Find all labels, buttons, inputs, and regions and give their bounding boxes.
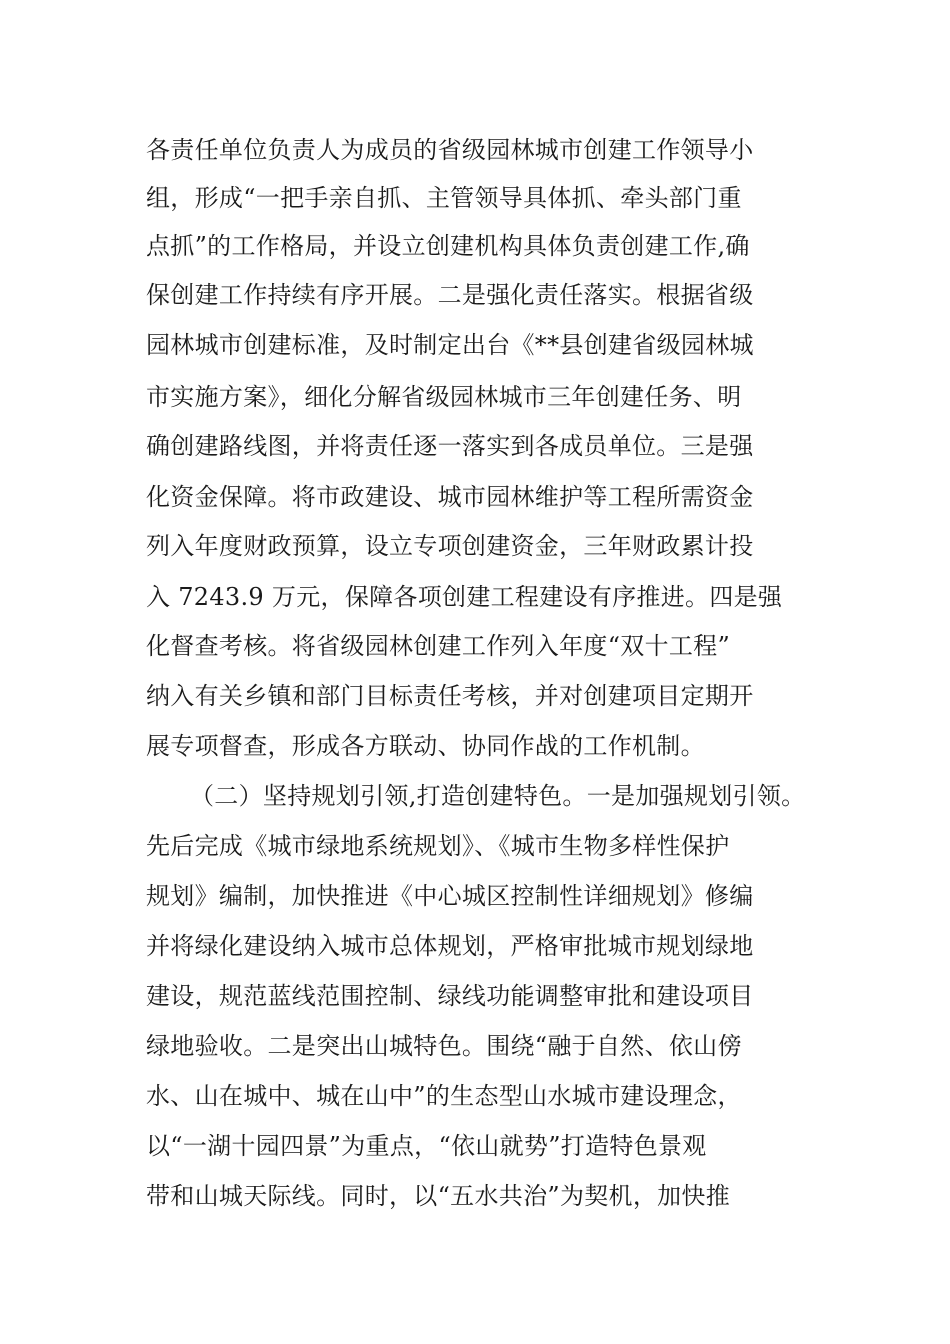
text-line: 保创建工作持续有序开展。二是强化责任落实。根据省级 bbox=[146, 281, 754, 309]
text-line: 绿地验收。二是突出山城特色。围绕“融于自然、依山傍 bbox=[146, 1032, 742, 1060]
text-line: 先后完成《城市绿地系统规划》、《城市生物多样性保护 bbox=[146, 832, 730, 860]
section-heading-line: （二）坚持规划引领,打造创建特色。一是加强规划引领。 bbox=[190, 782, 806, 810]
text-line: 建设，规范蓝线范围控制、绿线功能调整审批和建设项目 bbox=[146, 982, 754, 1010]
text-line: 带和山城天际线。同时，以“五水共治”为契机，加快推 bbox=[146, 1182, 731, 1210]
text-line: 园林城市创建标准，及时制定出台《**县创建省级园林城 bbox=[146, 331, 754, 359]
text-line: 以“一湖十园四景”为重点，“依山就势”打造特色景观 bbox=[146, 1132, 707, 1160]
text-line: 入 7243.9 万元，保障各项创建工程建设有序推进。四是强 bbox=[146, 583, 783, 611]
text-line: 点抓”的工作格局，并设立创建机构具体负责创建工作,确 bbox=[146, 232, 750, 260]
text-line: 市实施方案》，细化分解省级园林城市三年创建任务、明 bbox=[146, 383, 742, 411]
text-line: 确创建路线图，并将责任逐一落实到各成员单位。三是强 bbox=[146, 432, 754, 460]
text-line: 化资金保障。将市政建设、城市园林维护等工程所需资金 bbox=[146, 483, 754, 511]
text-line: 展专项督查，形成各方联动、协同作战的工作机制。 bbox=[146, 732, 705, 760]
text-line: 列入年度财政预算，设立专项创建资金，三年财政累计投 bbox=[146, 532, 754, 560]
text-line: 组，形成“一把手亲自抓、主管领导具体抓、牵头部门重 bbox=[146, 184, 742, 212]
text-line: 各责任单位负责人为成员的省级园林城市创建工作领导小 bbox=[146, 136, 754, 164]
text-line: 化督查考核。将省级园林创建工作列入年度“双十工程” bbox=[146, 632, 731, 660]
text-line: 纳入有关乡镇和部门目标责任考核，并对创建项目定期开 bbox=[146, 682, 754, 710]
text-line: 并将绿化建设纳入城市总体规划，严格审批城市规划绿地 bbox=[146, 932, 754, 960]
text-line: 水、山在城中、城在山中”的生态型山水城市建设理念， bbox=[146, 1082, 742, 1110]
text-line: 规划》编制，加快推进《中心城区控制性详细规划》修编 bbox=[146, 882, 754, 910]
